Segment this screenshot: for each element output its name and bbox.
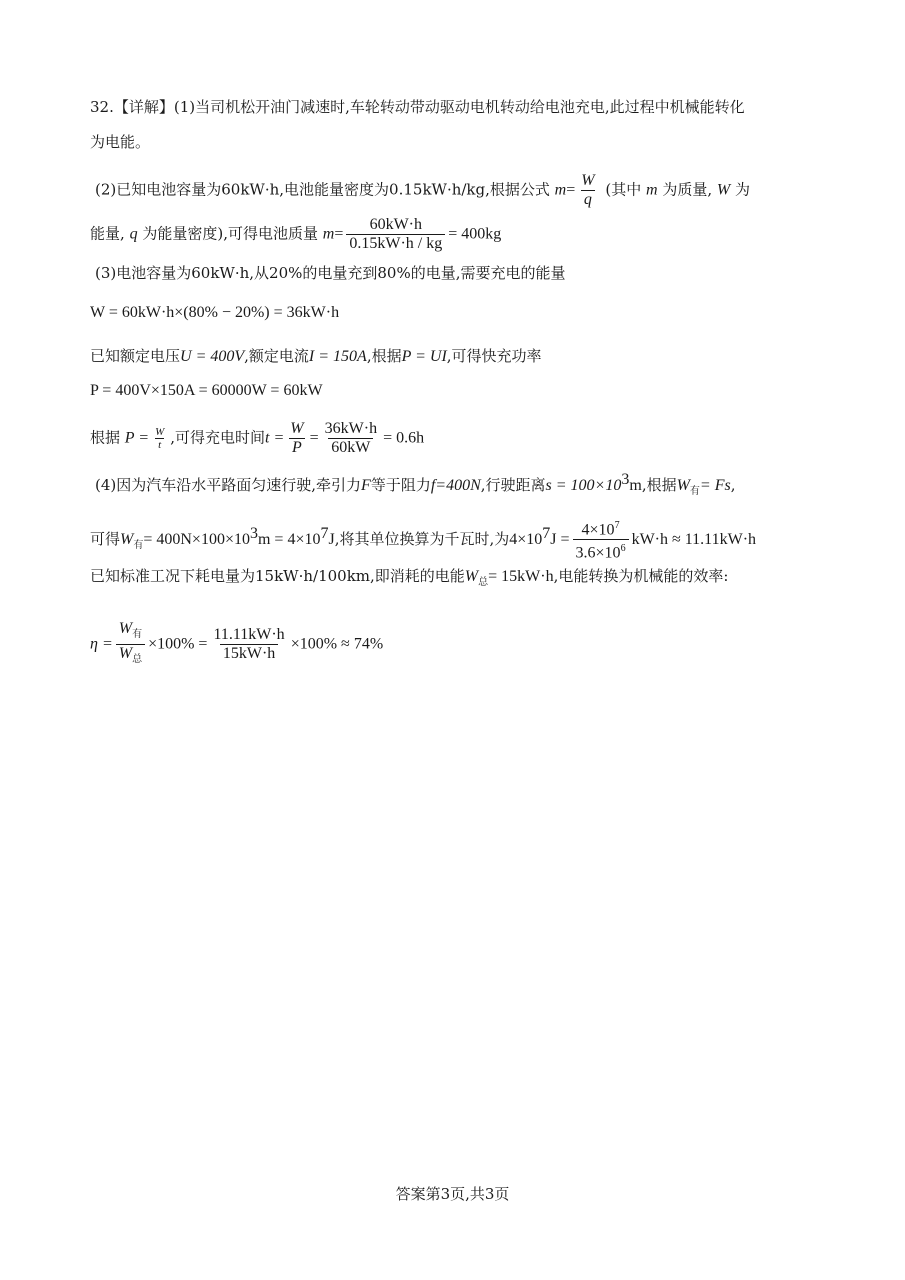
part2-intro: (2)已知电池容量为60kW·h,电池能量密度为0.15kW·h/kg,根据公式 <box>95 180 550 199</box>
result-time: = 0.6h <box>383 429 425 447</box>
times-100: ×100% = <box>148 635 208 653</box>
fraction-efficiency-values <box>210 626 287 663</box>
q32-part1-text: 32.【详解】(1)当司机松开油门减速时,车轮转动带动驱动电机转动给电池充电,此过程中机械能转化 <box>90 98 745 116</box>
equals-sign: = <box>309 429 319 447</box>
part3-text: ,额定电流 <box>244 347 309 365</box>
work-calc: m = 4×10 <box>257 530 321 548</box>
q32-line-1 <box>90 96 745 118</box>
q32-line-6 <box>90 302 339 324</box>
var-w: W <box>120 530 134 548</box>
var-eta: η = <box>90 635 113 653</box>
q32-line-9 <box>90 420 424 457</box>
var-m: m <box>646 181 658 199</box>
voltage-eq: U = 400V <box>180 348 245 365</box>
exponent: 7 <box>542 524 551 542</box>
q32-line-7 <box>90 345 542 368</box>
exponent: 7 <box>614 520 620 531</box>
q32-line-2 <box>90 131 150 153</box>
var-m: m <box>554 181 567 199</box>
part2-note: 为质量, <box>662 180 713 199</box>
fraction-time <box>322 420 380 457</box>
unit-m: m <box>629 477 642 494</box>
part2-note: 为 <box>735 180 751 199</box>
var-w: W <box>716 181 731 199</box>
q32-line-10 <box>95 469 736 503</box>
frac-den: 15kW·h <box>220 644 278 663</box>
frac-den: t <box>155 438 164 451</box>
fraction-conversion <box>573 517 629 563</box>
var-t: t = <box>265 429 285 447</box>
energy-equation: W = 60kW·h×(80% − 20%) = 36kW·h <box>90 304 340 321</box>
unit-j: J = <box>550 530 570 548</box>
power-equation: P = 400V×150A = 60000W = 60kW <box>90 382 323 399</box>
frac-den: 60kW <box>328 438 373 457</box>
var-q: q <box>129 225 138 243</box>
q32-line-4 <box>90 216 501 253</box>
q32-part1-text-cont: 为电能。 <box>90 133 151 151</box>
fraction-w-over-q <box>578 172 597 209</box>
equals-sign: = <box>566 181 576 199</box>
result-kwh: kW·h ≈ 11.11kW·h <box>631 530 757 548</box>
fraction-mass <box>346 216 445 253</box>
work-calc: = 400N×100×10 <box>143 530 250 548</box>
frac-den: 0.15kW·h / kg <box>346 234 445 253</box>
part4-text: ,根据 <box>641 476 677 494</box>
frac-den: q <box>581 190 595 209</box>
var-m: m <box>322 225 335 243</box>
part2-text: 能量, <box>90 224 125 243</box>
total-energy: = 15kW·h <box>488 568 554 585</box>
part4-text: ,将其单位换算为千瓦时,为 <box>334 529 510 548</box>
part3-text: 已知额定电压 <box>90 347 181 365</box>
var-w: W <box>676 477 690 494</box>
subscript: 有 <box>133 539 144 551</box>
part4-text: 等于阻力 <box>370 476 431 494</box>
work-value: 4×10 <box>509 530 543 548</box>
fraction-efficiency-symbolic <box>116 620 145 669</box>
frac-den: 3.6×10 <box>575 544 621 562</box>
unit-j: J <box>328 530 335 548</box>
exponent: 3 <box>249 524 258 542</box>
part2-text: 为能量密度),可得电池质量 <box>142 224 318 243</box>
exponent: 3 <box>621 471 630 488</box>
distance-eq: s = 100×10 <box>545 477 622 494</box>
subscript: 总 <box>132 654 143 666</box>
exponent: 7 <box>320 524 329 542</box>
punctuation: , <box>730 476 736 494</box>
var-f-cap: F <box>361 477 371 494</box>
part3-text: ,可得快充功率 <box>446 347 542 365</box>
equals-sign: = <box>334 225 344 243</box>
frac-num: 60kW·h <box>369 216 422 233</box>
subscript: 总 <box>478 577 489 588</box>
fraction-w-over-t <box>152 426 167 451</box>
page-footer: 答案第3页,共3页 <box>395 1185 510 1203</box>
frac-num: W <box>290 420 304 437</box>
part3-intro: (3)电池容量为60kW·h,从20%的电量充到80%的电量,需要充电的能量 <box>95 264 566 282</box>
current-eq: I = 150A <box>308 348 367 365</box>
frac-num: W <box>155 426 165 438</box>
exponent: 6 <box>620 543 626 555</box>
result-mass: = 400kg <box>448 225 502 243</box>
part4-text: 可得 <box>90 529 121 548</box>
part3-text: ,可得充电时间 <box>170 428 266 447</box>
part4-text: ,电能转换为机械能的效率: <box>553 567 729 585</box>
part4-intro: (4)因为汽车沿水平路面匀速行驶,牵引力 <box>95 476 362 494</box>
q32-line-8 <box>90 380 323 402</box>
q32-line-13 <box>90 620 383 669</box>
q32-line-3 <box>95 172 750 209</box>
part4-text: ,行驶距离 <box>480 476 546 494</box>
power-formula: P = UI <box>401 348 447 365</box>
subscript: 有 <box>132 629 143 641</box>
fraction-w-over-p <box>287 420 306 457</box>
q32-line-12 <box>90 565 728 594</box>
work-formula: = Fs <box>699 477 731 494</box>
part4-text: 已知标准工况下耗电量为15kW·h/100km,即消耗的电能 <box>90 567 465 585</box>
frac-den: W <box>118 645 133 663</box>
frac-den: P <box>289 438 305 457</box>
friction-eq: f=400N <box>430 477 481 494</box>
q32-line-11 <box>90 517 756 563</box>
part2-note-open: (其中 <box>605 180 642 199</box>
result-efficiency: ×100% ≈ 74% <box>290 635 384 653</box>
part3-text: 根据 <box>90 428 121 447</box>
var-w: W <box>464 568 479 585</box>
q32-line-5 <box>95 262 566 284</box>
part3-text: ,根据 <box>366 347 402 365</box>
frac-num: W <box>581 172 595 189</box>
frac-num: 4×10 <box>581 521 615 539</box>
frac-num: W <box>118 620 133 637</box>
subscript: 有 <box>689 486 700 497</box>
frac-num: 11.11kW·h <box>213 626 285 644</box>
frac-num: 36kW·h <box>324 420 378 437</box>
var-p: P = <box>124 429 150 447</box>
